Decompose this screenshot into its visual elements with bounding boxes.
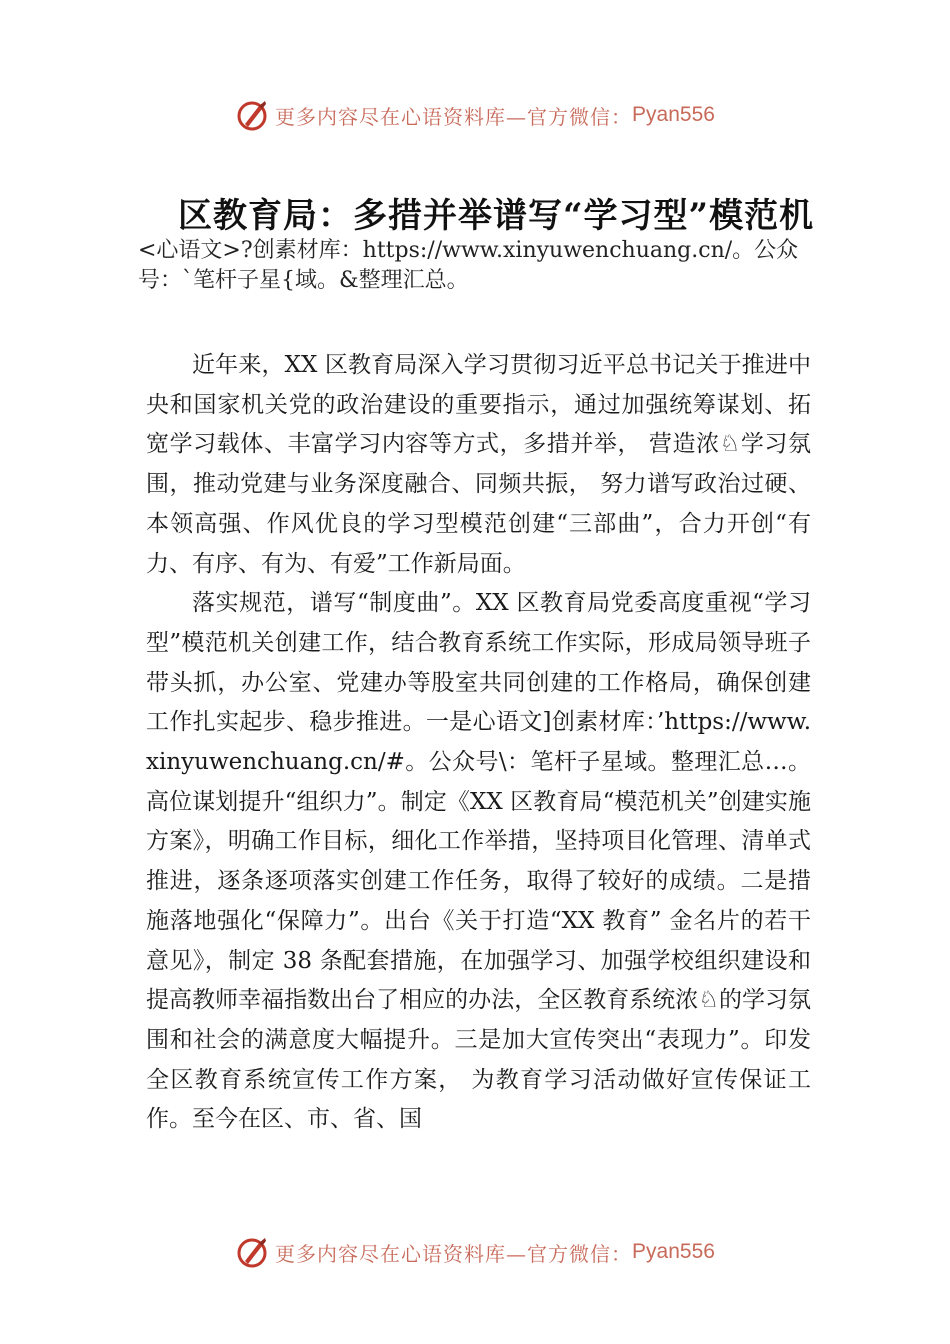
paragraph: 近年来，XX 区教育局深入学习贯彻习近平总书记关于推进中央和国家机关党的政治建设的重要指示，通过加强统筹谋划、拓宽学习载体、丰富学习内容等方式，多措并举， 营造浓♘学习氛围，推动党建与业务深度融合、同频共振， 努力谱写政治过硬、本领高强、作风优良的学习型模范创建“三部曲”，合力开创“有力、有序、有为、有爱”工作新局面。 — [146, 352, 811, 577]
banner-text: 更多内容尽在心语资料库—官方微信： — [275, 104, 633, 129]
source-note: <心语文>?创素材库：https://www.xinyuwenchuang.cn/。公众号：`笔杆子星{域。&整理汇总。 — [138, 238, 799, 293]
footer-banner — [0, 1232, 950, 1272]
document-body — [146, 346, 811, 1140]
wechat-id: Pyan556 — [632, 103, 715, 126]
paragraph: 落实规范，谱写“制度曲”。XX 区教育局党委高度重视“学习型”模范机关创建工作，结合教育系统工作实际，形成局领导班子带头抓，办公室、党建办等股室共同创建的工作格局，确保创建工作扎实起步、稳步推进。一是心语文]创素材库：’https://www.xinyuwenchuang.cn/#。公众号\：笔杆子星域。整理汇总…。高位谋划提升“组织力”。制定《XX 区教育局“模范机关”创建实施方案》，明确工作目标，细化工作举措，坚持项目化管理、清单式推进，逐条逐项落实创建工作任务，取得了较好的成绩。二是措施落地强化“保障力”。出台《关于打造“XX 教育” 金名片的若干意见》，制定 38 条配套措施，在加强学习、加强学校组织建设和提高教师幸福指数出台了相应的办法，全区教育系统浓♘的学习氛围和社会的满意度大幅提升。三是加大宣传突出“表现力”。印发全区教育系统宣传工作方案， 为教育学习活动做好宣传保证工作。至今在区、市、省、国 — [146, 590, 811, 1133]
wechat-id: Pyan556 — [632, 1240, 715, 1263]
banner-text: 更多内容尽在心语资料库—官方微信： — [275, 1241, 633, 1266]
header-banner — [0, 95, 950, 135]
pen-nib-logo-icon — [235, 98, 269, 132]
pen-nib-logo-icon — [235, 1235, 269, 1269]
document-title: 区教育局：多措并举谱写“学习型”模范机 — [178, 196, 815, 236]
